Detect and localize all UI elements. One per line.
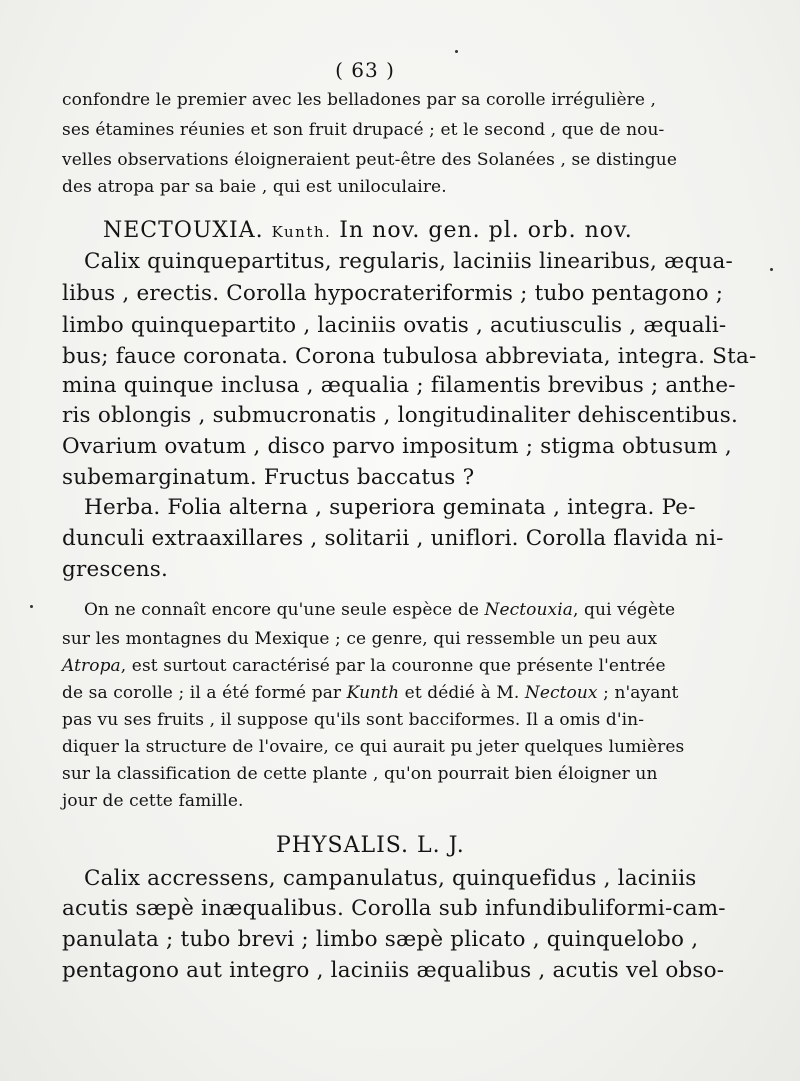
nectouxia-latin-line-5: mina quinque inclusa , æqualia ; filamentis brevibus ; anthe- (62, 373, 736, 398)
french-line-1-a: On ne connaît encore qu'une seule espèce de (84, 600, 485, 620)
nectoux-italic: Nectoux (524, 683, 598, 703)
ink-speck (455, 50, 458, 53)
nectouxia-latin-line-7: Ovarium ovatum , disco parvo impositum ; stigma obtusum , (62, 434, 732, 459)
french-line-6: diquer la structure de l'ovaire, ce qui aurait pu jeter quelques lumières (62, 737, 685, 757)
french-line-3-b: , est surtout caractérisé par la couronne que présente l'entrée (120, 656, 666, 676)
nectouxia-latin-line-6: ris oblongis , submucronatis , longitudinaliter dehiscentibus. (62, 403, 739, 428)
herba-line-2: dunculi extraaxillares , solitarii , uniflori. Corolla flavida ni- (62, 526, 724, 551)
french-line-4 (62, 683, 678, 703)
physalis-latin-line-2: acutis sæpè inæqualibus. Corolla sub infundibuliformi-cam- (62, 896, 726, 921)
french-line-3 (62, 656, 666, 676)
nectouxia-latin-line-8: subemarginatum. Fructus baccatus ? (62, 465, 475, 490)
herba-line-3: grescens. (62, 557, 169, 582)
physalis-heading: PHYSALIS. L. J. (276, 833, 465, 858)
french-line-7: sur la classification de cette plante , qu'on pourrait bien éloigner un (62, 764, 658, 784)
intro-line-4: des atropa par sa baie , qui est uniloculaire. (62, 177, 447, 197)
french-line-1-b: , qui végète (573, 600, 676, 620)
physalis-latin-line-4: pentagono aut integro , laciniis æqualibus , acutis vel obso- (62, 958, 725, 983)
french-line-8: jour de cette famille. (62, 791, 244, 811)
nectouxia-author: Kunth. (271, 223, 332, 241)
page-number: ( 63 ) (335, 58, 395, 82)
physalis-latin-line-3: panulata ; tubo brevi ; limbo sæpè plicato , quinquelobo , (62, 927, 699, 952)
nectouxia-latin-line-1: Calix quinquepartitus, regularis, laciniis linearibus, æqua- (84, 249, 733, 274)
intro-line-2: ses étamines réunies et son fruit drupacé ; et le second , que de nou- (62, 120, 665, 140)
french-line-1 (84, 600, 675, 620)
nectouxia-latin-line-3: limbo quinquepartito , laciniis ovatis , acutiusculis , æquali- (62, 313, 727, 338)
nectouxia-heading (103, 218, 633, 243)
kunth-italic: Kunth (346, 683, 400, 703)
french-line-4-m: et dédié à M. (399, 683, 525, 703)
intro-line-3: velles observations éloigneraient peut-être des Solanées , se distingue (62, 150, 677, 170)
atropa-italic: Atropa (62, 656, 121, 676)
nectouxia-reference: In nov. gen. pl. orb. nov. (339, 218, 633, 243)
french-line-2: sur les montagnes du Mexique ; ce genre, qui ressemble un peu aux (62, 629, 658, 649)
nectouxia-latin-line-4: bus; fauce coronata. Corona tubulosa abbreviata, integra. Sta- (62, 344, 757, 369)
genus-italic: Nectouxia (484, 600, 574, 620)
french-line-4-a: de sa corolle ; il a été formé par (62, 683, 347, 703)
ink-speck (770, 268, 773, 271)
nectouxia-latin-line-2: libus , erectis. Corolla hypocrateriformis ; tubo pentagono ; (62, 281, 724, 306)
french-line-4-b: ; n'ayant (597, 683, 679, 703)
french-line-5: pas vu ses fruits , il suppose qu'ils sont bacciformes. Il a omis d'in- (62, 710, 645, 730)
physalis-latin-line-1: Calix accressens, campanulatus, quinquefidus , laciniis (84, 866, 697, 891)
intro-line-1: confondre le premier avec les belladones par sa corolle irrégulière , (62, 90, 657, 110)
ink-speck (30, 605, 33, 608)
herba-line-1: Herba. Folia alterna , superiora geminata , integra. Pe- (84, 495, 696, 520)
nectouxia-genus-name: NECTOUXIA. (103, 218, 264, 243)
